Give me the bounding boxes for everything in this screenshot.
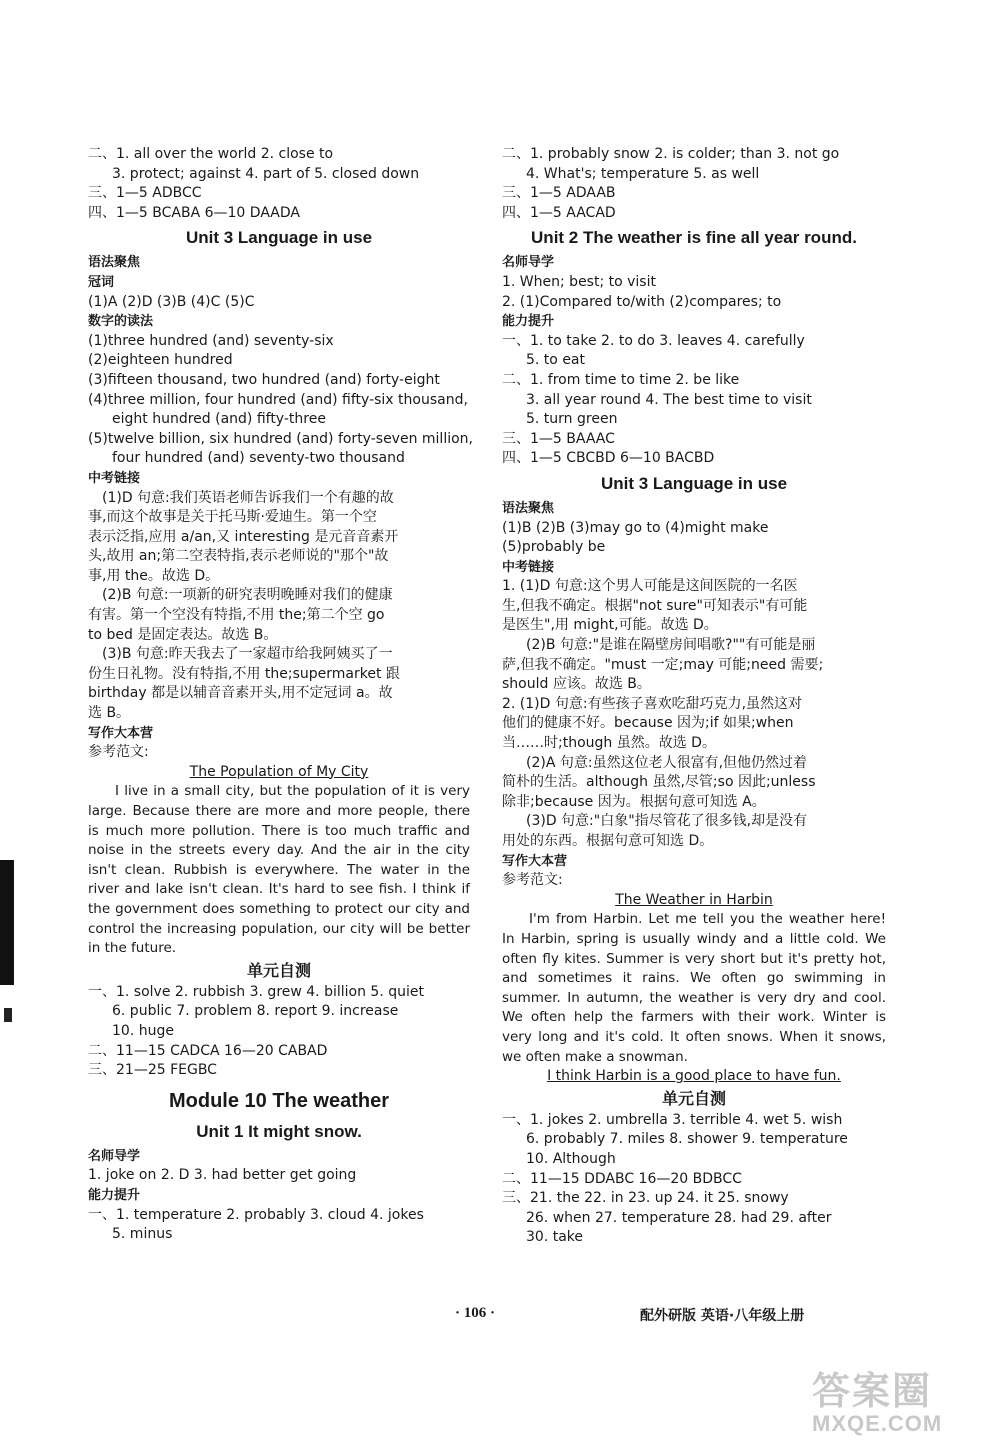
- essay-paragraph: I'm from Harbin. Let me tell you the weather here! In Harbin, spring is usually windy and a little cold. We often fly kites. Summer is very short but it's pretty hot, and sometimes it rains. We often go swimming in summer. In autumn, the weather is very dry and cool. We often help the farmers with their work. Winter is very long and it's cold. It often snows. When it snows, we often make a snowman.: [502, 911, 886, 1065]
- text-line: 表示泛指,应用 a/an,又 interesting 是元音音素开: [88, 528, 399, 545]
- text-line: 5. turn green: [526, 411, 618, 428]
- text-line: 1. (1)D 句意:这个男人可能是这间医院的一名医: [502, 578, 798, 595]
- essay-title: [88, 763, 470, 783]
- text-line: 事,用 the。故选 D。: [88, 567, 220, 584]
- text-line: 三、1—5 ADAAB: [502, 185, 616, 202]
- unit-heading: Unit 3 Language in use: [185, 228, 373, 248]
- text-line: (3)B 句意:昨天我去了一家超市给我阿姨买了一: [102, 646, 393, 663]
- section-heading: 能力提升: [502, 314, 555, 330]
- right-column: [502, 145, 886, 1248]
- underlined-text: The Population of My City: [189, 763, 369, 780]
- text-line: 三、21. the 22. in 23. up 24. it 25. snowy: [502, 1190, 789, 1207]
- page-footer: [0, 1305, 1000, 1329]
- text-line: 6. probably 7. miles 8. shower 9. temperature: [526, 1131, 848, 1148]
- text-line: 2. (1)Compared to/with (2)compares; to: [502, 293, 782, 310]
- self-test-heading: 单元自测: [661, 1088, 726, 1108]
- text-line: 1. joke on 2. D 3. had better get going: [88, 1167, 357, 1184]
- page-number: · 106 ·: [455, 1305, 496, 1321]
- text-line: 参考范文:: [88, 744, 149, 761]
- unit-heading: Unit 3 Language in use: [600, 473, 788, 493]
- self-test-heading: 单元自测: [246, 960, 311, 980]
- text-line: 二、1. probably snow 2. is colder; than 3. not go: [502, 146, 840, 162]
- section-heading: 写作大本营: [502, 853, 568, 869]
- section-heading: 名师导学: [502, 255, 555, 271]
- text-line: 一、1. to take 2. to do 3. leaves 4. carefully: [502, 332, 805, 349]
- text-line: (3)fifteen thousand, two hundred (and) forty-eight: [88, 371, 440, 388]
- text-line: 简朴的生活。although 虽然,尽管;so 因此;unless: [502, 774, 816, 791]
- text-line: (3)D 句意:"白象"指尽管花了很多钱,却是没有: [526, 813, 808, 830]
- text-line: 三、1—5 BAAAC: [502, 430, 615, 447]
- unit-heading: Unit 2 The weather is fine all year round.: [531, 228, 857, 248]
- text-line: 4. What's; temperature 5. as well: [526, 165, 760, 182]
- text-line: (4)three million, four hundred (and) fifty-six thousand,: [88, 391, 468, 408]
- watermark-line2: MXQE.COM: [812, 1411, 943, 1436]
- text-line: 1. When; best; to visit: [502, 273, 656, 290]
- watermark-line1: 答案圈: [812, 1371, 933, 1413]
- text-line: 四、1—5 BCABA 6—10 DAADA: [88, 204, 300, 221]
- essay-paragraph: I live in a small city, but the population of it is very large. Because there are more and more people, there is much more pollution. There is too much traffic and noise in the streets every day. And the air in the city isn't clean. Rubbish is everywhere. The water in the river and lake isn't clean. It's hard to see fish. I think if the government does something to protect our city and control the increasing population, our city will be better in the future.: [88, 783, 470, 957]
- text-line: 二、1. from time to time 2. be like: [502, 371, 740, 388]
- text-line: 二、11—15 CADCA 16—20 CABAD: [88, 1042, 328, 1059]
- text-line: (1)B (2)B (3)may go to (4)might make: [502, 519, 769, 536]
- text-line: birthday 都是以辅音音素开头,用不定冠词 a。故: [88, 685, 393, 702]
- text-line: (2)B 句意:"是谁在隔壁房间唱歌?""有可能是丽: [526, 637, 816, 654]
- text-line: 10. Although: [526, 1150, 616, 1167]
- scan-edge-mark: [4, 1008, 12, 1022]
- text-line: 用处的东西。根据句意可知选 D。: [502, 833, 714, 849]
- section-heading: 冠词: [88, 274, 115, 290]
- text-line: 选 B。: [88, 705, 131, 722]
- text-line: 26. when 27. temperature 28. had 29. after: [526, 1209, 832, 1226]
- section-heading: 数字的读法: [88, 314, 154, 330]
- book-info: 配外研版 英语·八年级上册: [640, 1308, 805, 1324]
- section-heading: 语法聚焦: [88, 255, 141, 271]
- text-line: 份生日礼物。没有特指,不用 the;supermarket 跟: [88, 665, 400, 682]
- text-line: 二、1. all over the world 2. close to: [88, 146, 334, 162]
- text-line: should 应该。故选 B。: [502, 676, 651, 693]
- section-heading: 语法聚焦: [502, 500, 555, 516]
- scan-edge-bar: [0, 860, 14, 985]
- text-line: 萨,但我不确定。"must 一定;may 可能;need 需要;: [502, 656, 824, 673]
- text-line: 参考范文:: [502, 872, 563, 889]
- text-line: 一、1. temperature 2. probably 3. cloud 4. jokes: [88, 1206, 424, 1223]
- text-line: 有害。第一个空没有特指,不用 the;第二个空 go: [88, 607, 385, 624]
- module-heading: Module 10 The weather: [168, 1089, 390, 1112]
- text-line: 2. (1)D 句意:有些孩子喜欢吃甜巧克力,虽然这对: [502, 695, 803, 712]
- section-heading: 中考链接: [88, 470, 141, 486]
- text-line: (5)twelve billion, six hundred (and) forty-seven million,: [88, 430, 473, 447]
- text-line: four hundred (and) seventy-two thousand: [112, 450, 405, 467]
- section-heading: 能力提升: [88, 1187, 141, 1203]
- text-line: (2)A 句意:虽然这位老人很富有,但他仍然过着: [526, 754, 808, 771]
- text-line: 一、1. jokes 2. umbrella 3. terrible 4. wet 5. wish: [502, 1111, 843, 1128]
- text-line: 是医生",用 might,可能。故选 D。: [502, 617, 718, 634]
- underlined-text: I think Harbin is a good place to have fun.: [547, 1068, 841, 1085]
- section-heading: 写作大本营: [88, 725, 154, 741]
- text-line: 当……时;though 虽然。故选 D。: [502, 735, 716, 752]
- text-line: 三、21—25 FEGBC: [88, 1062, 217, 1079]
- text-line: (5)probably be: [502, 539, 606, 556]
- text-line: (2)eighteen hundred: [88, 352, 233, 369]
- text-line: 5. minus: [112, 1226, 173, 1243]
- watermark-logo: [812, 1360, 982, 1436]
- essay-title: [502, 1067, 886, 1087]
- text-line: 一、1. solve 2. rubbish 3. grew 4. billion 5. quiet: [88, 983, 424, 1000]
- text-line: 事,而这个故事是关于托马斯·爱迪生。第一个空: [88, 509, 377, 526]
- text-line: 3. all year round 4. The best time to visit: [526, 391, 812, 408]
- text-line: (1)D 句意:我们英语老师告诉我们一个有趣的故: [102, 489, 394, 506]
- section-heading: 中考链接: [502, 559, 555, 575]
- underlined-text: The Weather in Harbin: [615, 891, 773, 908]
- text-line: 生,但我不确定。根据"not sure"可知表示"有可能: [502, 597, 808, 614]
- text-line: 三、1—5 ADBCC: [88, 185, 202, 202]
- text-line: 10. huge: [112, 1022, 174, 1039]
- text-line: (1)A (2)D (3)B (4)C (5)C: [88, 293, 255, 310]
- text-line: 头,故用 an;第二空表特指,表示老师说的"那个"故: [88, 548, 389, 565]
- text-line: 除非;because 因为。根据句意可知选 A。: [502, 793, 766, 810]
- section-heading: 名师导学: [88, 1148, 141, 1164]
- text-line: 30. take: [526, 1229, 584, 1246]
- text-line: 6. public 7. problem 8. report 9. increase: [112, 1003, 399, 1020]
- unit-heading: Unit 1 It might snow.: [196, 1121, 362, 1141]
- text-line: (1)three hundred (and) seventy-six: [88, 332, 334, 349]
- text-line: 四、1—5 CBCBD 6—10 BACBD: [502, 450, 715, 467]
- text-line: 二、11—15 DDABC 16—20 BDBCC: [502, 1170, 742, 1187]
- text-line: eight hundred (and) fifty-three: [112, 411, 326, 428]
- text-line: 3. protect; against 4. part of 5. closed down: [112, 165, 420, 182]
- essay-title: [502, 891, 886, 911]
- text-line: to bed 是固定表达。故选 B。: [88, 626, 278, 643]
- text-line: (2)B 句意:一项新的研究表明晚睡对我们的健康: [102, 587, 393, 604]
- text-line: 他们的健康不好。because 因为;if 如果;when: [502, 715, 794, 732]
- left-column: [88, 145, 473, 1245]
- text-line: 四、1—5 AACAD: [502, 204, 616, 221]
- text-line: 5. to eat: [526, 352, 585, 369]
